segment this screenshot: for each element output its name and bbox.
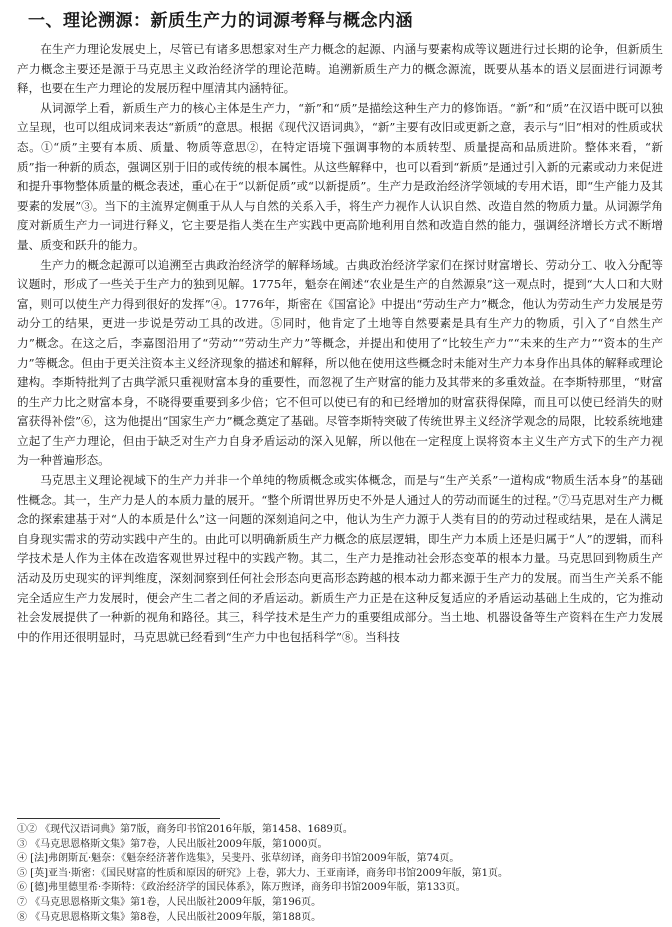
- footnote: ⑥ [德]弗里德里希·李斯特：《政治经济学的国民体系》，陈万煦译，商务印书馆2009年版，第133页。: [17, 882, 466, 894]
- paragraph: 在生产力理论发展史上，尽管已有诸多思想家对生产力概念的起源、内涵与要素构成等议题进行过长期的论争，但新质生产力概念主要还是源于马克思主义政治经济学的理论范畴。追溯新质生产力的概念源流，既要从基本的语义层面进行词源考释，也要在生产力理论的发展历程中厘清其内涵特征。: [17, 42, 663, 96]
- section-heading: 一、理论溯源：新质生产力的词源考释与概念内涵: [28, 11, 413, 31]
- footnote-divider: [17, 818, 220, 819]
- footnote: ⑤ [英]亚当·斯密：《国民财富的性质和原因的研究》上卷，郭大力、王亚南译，商务印书馆2009年版，第1页。: [17, 867, 508, 879]
- footnote: ①② 《现代汉语词典》第7版，商务印书馆2016年版，第1458、1689页。: [17, 824, 353, 835]
- paragraph: 从词源学上看，新质生产力的核心主体是生产力，“新”和“质”是描绘这种生产力的修饰语。“新”和“质”在汉语中既可以独立呈现，也可以组成词来表达“新质”的意思。根据《现代汉语词典》，“新”主要有改旧或更新之意，表示与“旧”相对的性质或状态。①“质”主要有本质、质量、物质等意思②，在特定语境下强调事物的本质转型、质量提高和品质进阶。整体来看，“新质”指一种新的质态，强调区别于旧的或传统的根本属性。从这些解释中，也可以看到“新质”是通过引入新的元素或动力来促进和提升事物整体质量的概念表述，重心在于“以新促质”或“以新提质”。生产力是政治经济学领域的专用术语，即“生产能力及其要素的发展”③。当下的主流界定侧重于从人与自然的关系入手，将生产力视作人认识自然、改造自然的物质力量。从词源学角度对新质生产力一词进行释义，它主要是指人类在生产实践中更高阶地利用自然和改造自然的能力，强调经济增长方式不断增量、质变和跃升的能力。: [17, 100, 663, 252]
- footnote: ⑧ 《马克思恩格斯文集》第8卷，人民出版社2009年版，第188页。: [17, 911, 322, 923]
- footnote: ⑦ 《马克思恩格斯文集》第1卷，人民出版社2009年版，第196页。: [17, 896, 322, 908]
- footnotes: [17, 823, 663, 925]
- footnote: ③ 《马克思恩格斯文集》第7卷，人民出版社2009年版，第1000页。: [17, 838, 328, 850]
- paragraph: 马克思主义理论视域下的生产力并非一个单纯的物质概念或实体概念，而是与“生产关系”一道构成“物质生活本身”的基础性概念。其一，生产力是人的本质力量的展开。“整个所谓世界历史不外是人通过人的劳动而诞生的过程。”⑦马克思对生产力概念的探索建基于对“人的本质是什么”这一问题的深刻追问之中，他认为生产力源于人类有目的的劳动过程或结果，是在人满足自身现实需求的劳动实践中产生的。由此可以明确新质生产力概念的底层逻辑，即生产力本质上还是归属于“人”的逻辑，而科学技术是人作为主体在改造客观世界过程中的实践产物。其二，生产力是推动社会形态变革的根本力量。马克思回到物质生产活动及历史现实的评判维度，深刻洞察到任何社会形态向更高形态跨越的根本动力都来源于生产力的发展。而当生产关系不能完全适应生产力发展时，便会产生二者之间的矛盾运动。新质生产力正是在这种反复适应的矛盾运动基础上生成的，它为推动社会发展提供了一种新的视角和路径。其三，科学技术是生产力的重要组成部分。当土地、机器设备等生产资料在生产力发展中的作用还很明显时，马克思就已经看到“生产力中也包括科学”⑧。当科技: [17, 473, 663, 644]
- paragraph: 生产力的概念起源可以追溯至古典政治经济学的解释场域。古典政治经济学家们在探讨财富增长、劳动分工、收入分配等议题时，形成了一些关于生产力的独到见解。1775年，魁奈在阐述“农业是生产的自然源泉”这一观点时，提到“大人口和大财富，则可以使生产力得到很好的发挥”④。1776年，斯密在《国富论》中提出“劳动生产力”概念，他认为劳动生产力发展是劳动分工的结果，更进一步说是劳动工具的改进。⑤同时，他肯定了土地等自然要素是具有生产力的物质，引入了“自然生产力”概念。在这之后，李嘉图沿用了“劳动”“劳动生产力”等概念，并提出和使用了“比较生产力”“未来的生产力”“资本的生产力”等概念。但由于更关注资本主义经济现象的描述和解释，所以他在使用这些概念时未能对生产力本身作出具体的解释或理论建构。李斯特批判了古典学派只重视财富本身的重要性，而忽视了生产财富的能力及其带来的多重效益。在李斯特那里，“财富的生产力比之财富本身，不晓得要重要到多少倍；它不但可以使已有的和已经增加的财富获得保障，而且可以使已经消失的财富获得补偿”⑥，这为他提出“国家生产力”概念奠定了基础。尽管李斯特突破了传统世界主义经济学观念的局限，比较系统地建立起了生产力理论，但由于缺乏对生产力自身矛盾运动的深入见解，所以他在一定程度上误将资本主义生产方式下的生产力视为一种普遍形态。: [17, 257, 663, 468]
- footnote: ④ [法]弗朗斯瓦·魁奈：《魁奈经济著作选集》，吴斐丹、张草纫译，商务印书馆2009年版，第74页。: [17, 853, 460, 865]
- body-text: [17, 40, 663, 647]
